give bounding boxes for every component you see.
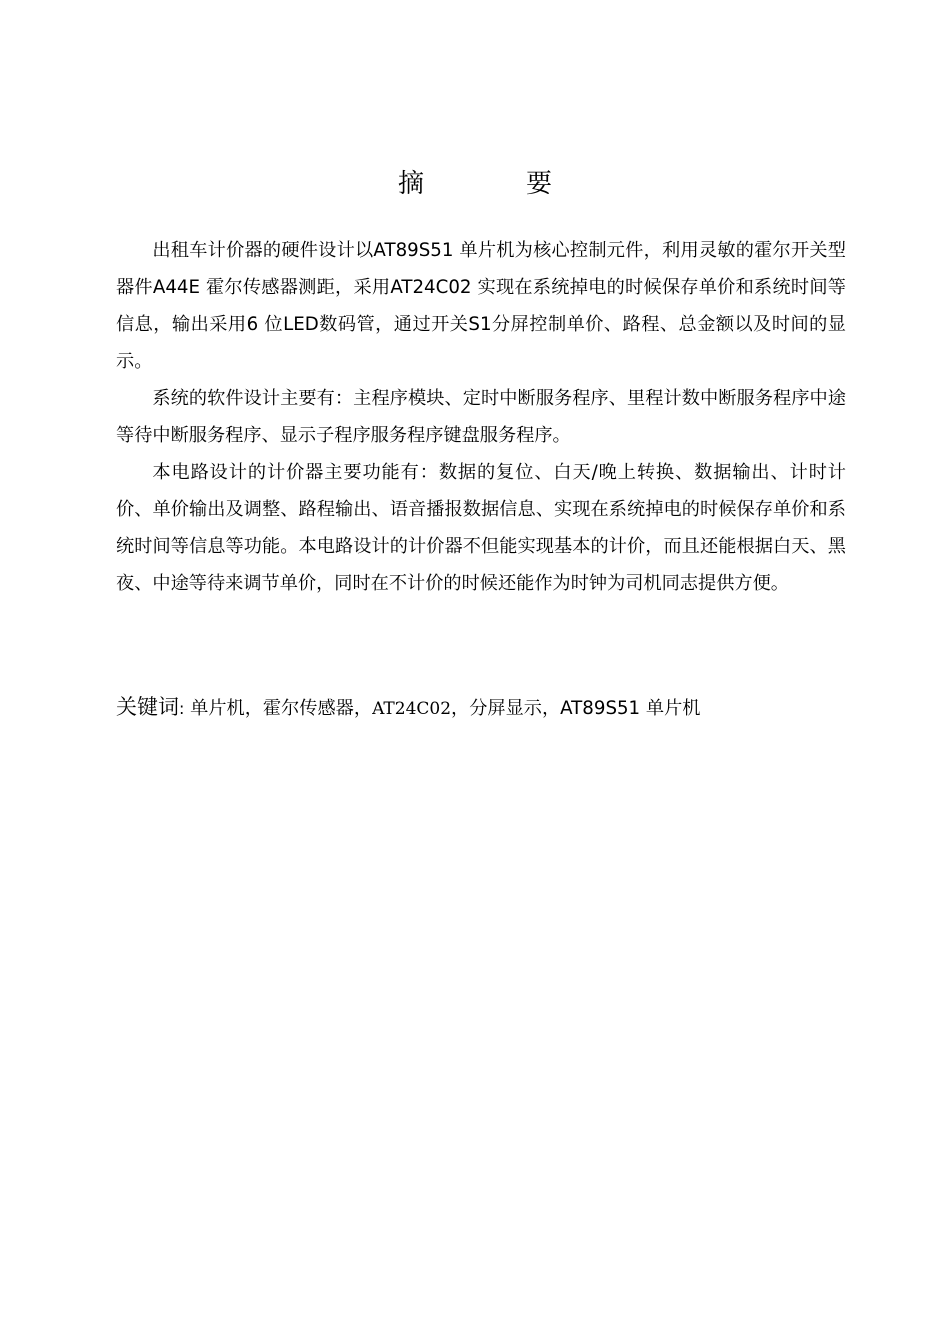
- abstract-paragraph-2: 系统的软件设计主要有：主程序模块、定时中断服务程序、里程计数中断服务程序中途等待中断服务程序、显示子程序服务程序键盘服务程序。: [116, 388, 846, 446]
- abstract-title: 摘 要: [397, 169, 590, 199]
- abstract-paragraph-3: 本电路设计的计价器主要功能有：数据的复位、白天/晚上转换、数据输出、计时计价、单价输出及调整、路程输出、语音播报数据信息、实现在系统掉电的时候保存单价和系统时间等信息等功能。本电路设计的计价器不但能实现基本的计价，而且还能根据白天、黑夜、中途等待来调节单价，同时在不计价的时候还能作为时钟为司机同志提供方便。: [116, 462, 846, 594]
- keywords-part-3: ，分屏显示，AT89S51 单片机: [451, 698, 701, 719]
- keywords-part-2: AT24C02: [372, 699, 452, 719]
- keywords-colon: :: [179, 699, 185, 718]
- keywords-label: 关键词: [116, 695, 179, 719]
- keywords-part-1: 单片机，霍尔传感器，: [184, 698, 373, 719]
- keywords-line: [116, 690, 876, 726]
- abstract-body: [116, 232, 846, 602]
- abstract-paragraph-1: 出租车计价器的硬件设计以AT89S51 单片机为核心控制元件，利用灵敏的霍尔开关型器件A44E 霍尔传感器测距，采用AT24C02 实现在系统掉电的时候保存单价和系统时间等信息，输出采用6 位LED数码管，通过开关S1分屏控制单价、路程、总金额以及时间的显示。: [116, 240, 846, 372]
